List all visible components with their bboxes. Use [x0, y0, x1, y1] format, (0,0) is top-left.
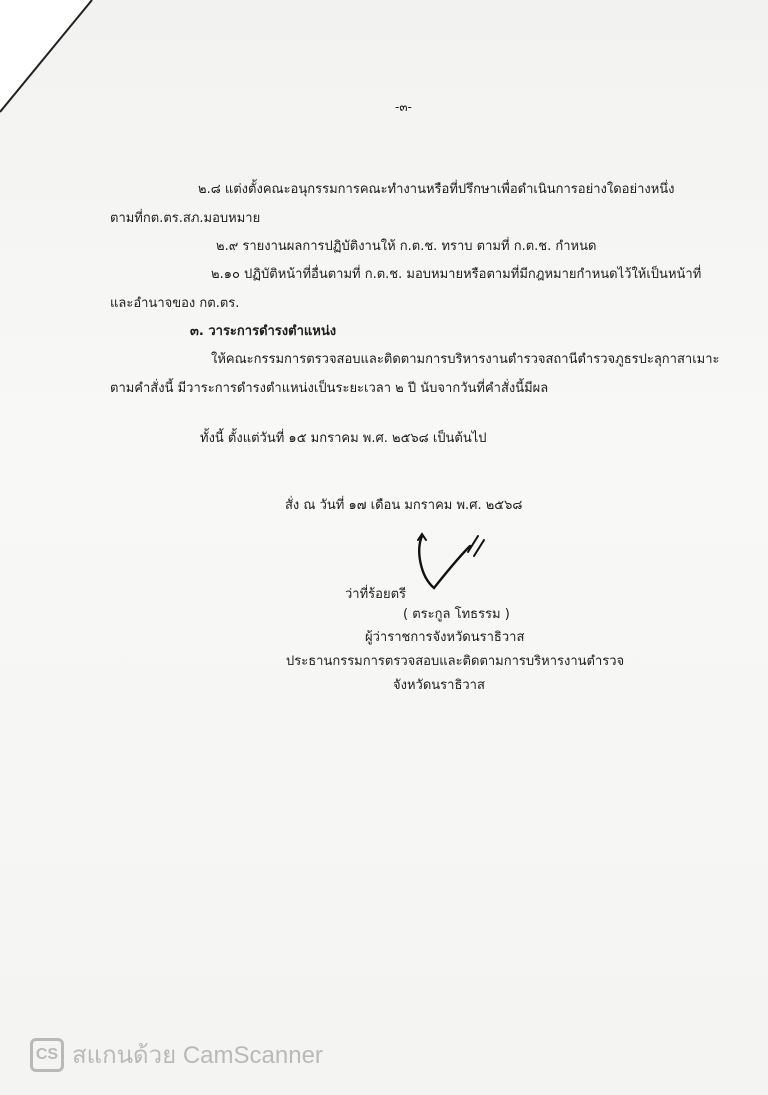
- handwritten-signature: [412, 526, 502, 596]
- clause-2-10-cont: และอำนาจของ กต.ตร.: [110, 296, 240, 311]
- signer-committee: ประธานกรรมการตรวจสอบและติดตามการบริหารงานตำรวจ: [286, 654, 625, 669]
- signer-name: ( ตระกูล โทธรรม ): [403, 607, 510, 622]
- section-3-body-cont: ตามคำสั่งนี้ มีวาระการดำรงตำแหน่งเป็นระยะเวลา ๒ ปี นับจากวันที่คำสั่งนี้มีผล: [110, 381, 549, 396]
- watermark-text: สแกนด้วย CamScanner: [72, 1042, 323, 1069]
- camscanner-watermark: [30, 1035, 323, 1074]
- page-number: -๓-: [395, 100, 412, 114]
- signer-province: จังหวัดนราธิวาส: [393, 678, 485, 693]
- clause-2-8-cont: ตามที่กต.ตร.สภ.มอบหมาย: [110, 211, 261, 226]
- effective-date: ทั้งนี้ ตั้งแต่วันที่ ๑๕ มกราคม พ.ศ. ๒๕๖๘ เป็นต้นไป: [200, 431, 487, 446]
- clause-2-8: ๒.๘ แต่งตั้งคณะอนุกรรมการคณะทำงานหรือที่ปรึกษาเพื่อดำเนินการอย่างใดอย่างหนึ่ง: [198, 182, 675, 197]
- signer-rank: ว่าที่ร้อยตรี: [345, 587, 407, 602]
- section-3-heading: ๓. วาระการดำรงตำแหน่ง: [190, 324, 337, 339]
- clause-2-9: ๒.๙ รายงานผลการปฏิบัติงานให้ ก.ต.ช. ทราบ ตามที่ ก.ต.ช. กำหนด: [216, 239, 597, 254]
- page-corner-fold: [0, 0, 100, 120]
- signer-position: ผู้ว่าราชการจังหวัดนราธิวาส: [365, 630, 525, 645]
- order-date: สั่ง ณ วันที่ ๑๗ เดือน มกราคม พ.ศ. ๒๕๖๘: [285, 498, 523, 513]
- section-3-body: ให้คณะกรรมการตรวจสอบและติดตามการบริหารงานตำรวจสถานีตำรวจภูธรปะลุกาสาเมาะ: [211, 352, 720, 367]
- clause-2-10: ๒.๑๐ ปฏิบัติหน้าที่อื่นตามที่ ก.ต.ช. มอบหมายหรือตามที่มีกฎหมายกำหนดไว้ให้เป็นหน้าที่: [211, 267, 702, 282]
- camscanner-logo-icon: CS: [30, 1038, 64, 1072]
